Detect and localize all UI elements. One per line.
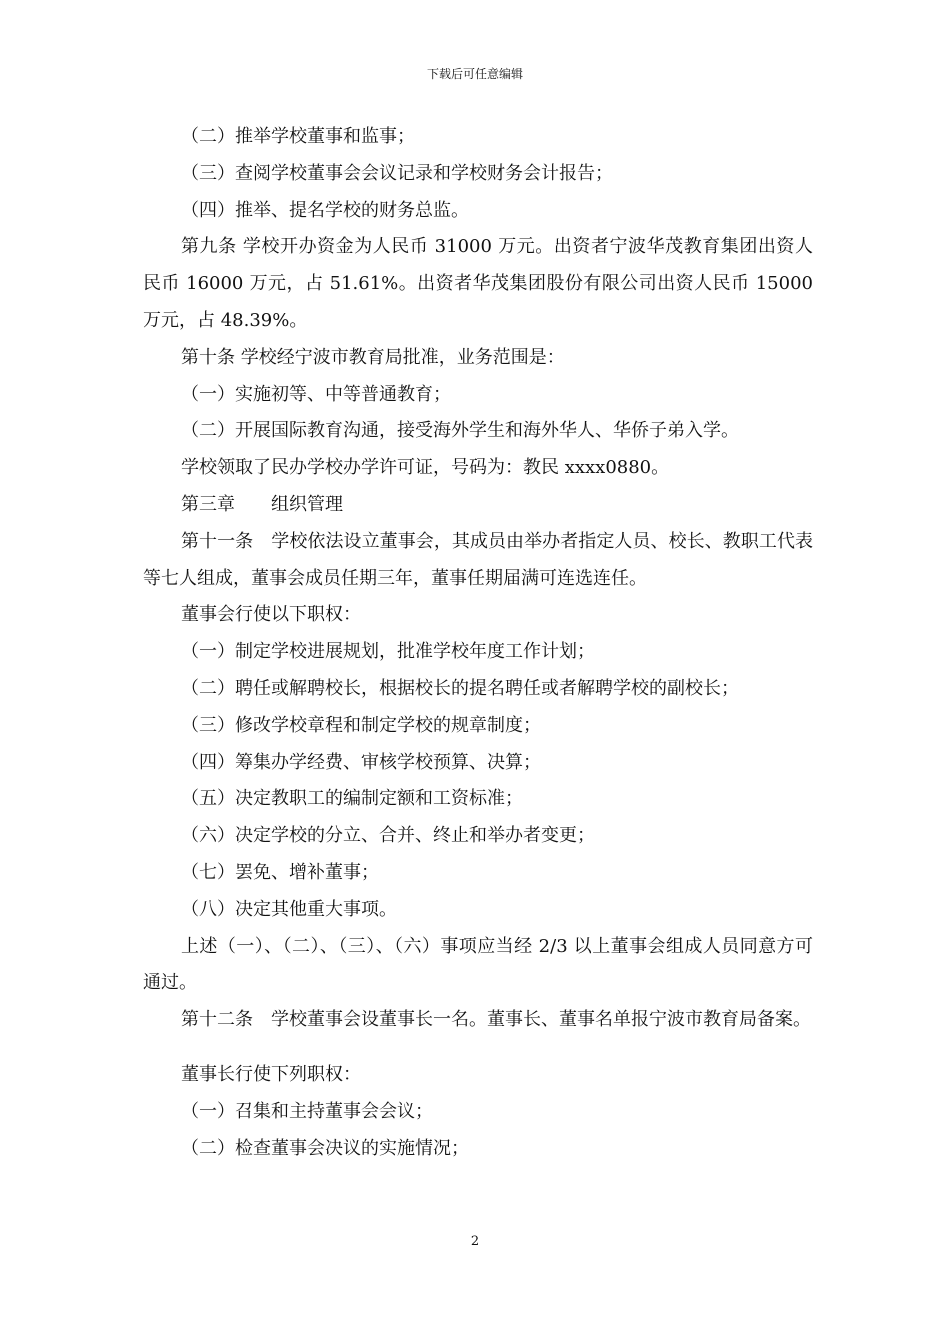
- paragraph: （一）召集和主持董事会会议；: [181, 1100, 433, 1122]
- document-body: [143, 119, 813, 1167]
- paragraph: （五）决定教职工的编制定额和工资标准；: [181, 788, 523, 810]
- paragraph: （四）推举、提名学校的财务总监。: [181, 199, 469, 221]
- chapter-heading: 第三章 组织管理: [181, 493, 343, 515]
- paragraph: （四）筹集办学经费、审核学校预算、决算；: [181, 751, 541, 773]
- paragraph: （二）检查董事会决议的实施情况；: [181, 1137, 469, 1159]
- paragraph: （二）聘任或解聘校长，根据校长的提名聘任或者解聘学校的副校长；: [181, 677, 739, 699]
- paragraph: 董事会行使以下职权：: [181, 604, 361, 626]
- paragraph: （二）开展国际教育沟通，接受海外学生和海外华人、华侨子弟入学。: [181, 420, 739, 442]
- paragraph: （六）决定学校的分立、合并、终止和举办者变更；: [181, 825, 595, 847]
- paragraph: 董事长行使下列职权：: [181, 1063, 361, 1085]
- paragraph: （八）决定其他重大事项。: [181, 898, 397, 920]
- paragraph: （七）罢免、增补董事；: [181, 861, 379, 883]
- paragraph: 学校领取了民办学校办学许可证，号码为：教民 xxxx0880。: [181, 457, 670, 479]
- paragraph: （三）查阅学校董事会会议记录和学校财务会计报告；: [181, 162, 613, 184]
- article-10: 第十条 学校经宁波市教育局批准，业务范围是：: [181, 346, 565, 368]
- paragraph: 上述（一）、（二）、（三）、（六）事项应当经 2/3 以上董事会组成人员同意方可通过。: [143, 935, 813, 994]
- article-9: 第九条 学校开办资金为人民币 31000 万元。出资者宁波华茂教育集团出资人民币 16000 万元，占 51.61%。出资者华茂集团股份有限公司出资人民币 15000 万元，占 48.39%。: [143, 236, 813, 331]
- page-header: 下载后可任意编辑: [426, 67, 523, 81]
- paragraph: （一）制定学校进展规划，批准学校年度工作计划；: [181, 641, 595, 663]
- article-11: 第十一条 学校依法设立董事会，其成员由举办者指定人员、校长、教职工代表等七人组成，董事会成员任期三年，董事任期届满可连选连任。: [143, 530, 813, 589]
- paragraph: （一）实施初等、中等普通教育；: [181, 383, 451, 405]
- paragraph: （三）修改学校章程和制定学校的规章制度；: [181, 714, 541, 736]
- page-number: 2: [470, 1234, 480, 1249]
- paragraph: （二）推举学校董事和监事；: [181, 126, 415, 147]
- article-12: 第十二条 学校董事会设董事长一名。董事长、董事名单报宁波市教育局备案。: [181, 1009, 811, 1031]
